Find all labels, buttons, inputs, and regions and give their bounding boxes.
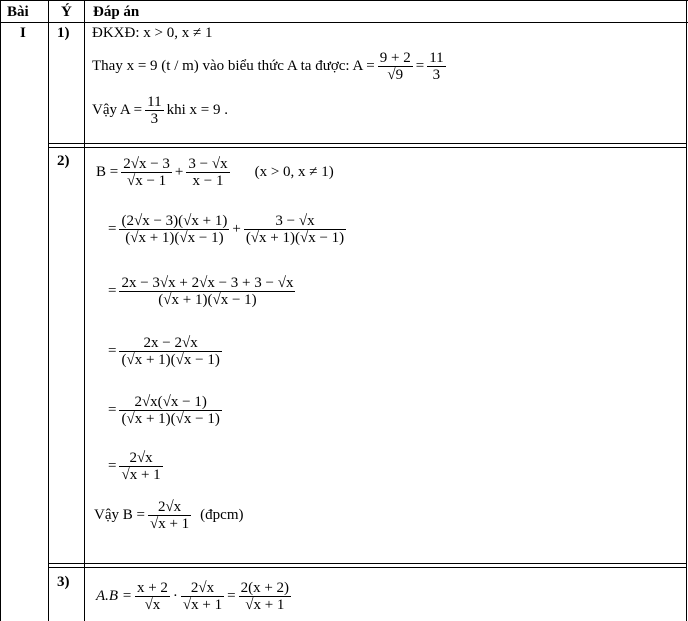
part2-step1-fraction2-numerator: 3 − √x [275, 212, 315, 229]
part2-step2-numerator: 2x − 3√x + 2√x − 3 + 3 − √x [121, 274, 294, 291]
part2-conclusion-numerator: 2√x [157, 498, 182, 515]
part3-label: 3) [57, 574, 70, 590]
part2-conclusion [94, 494, 244, 536]
part1-domain-condition: ĐKXĐ: x > 0, x ≠ 1 [92, 25, 213, 41]
part2-step0-fraction2-numerator: 3 − √x [188, 155, 228, 172]
part1-conclusion-prefix: Vậy A = [92, 101, 143, 118]
part3-fraction2 [181, 580, 224, 613]
part2-step0-lhs: B = [96, 163, 119, 180]
row-divider-2b [48, 567, 687, 568]
part1-substitution-text: Thay x = 9 (t / m) vào biểu thức A ta được: A = [92, 57, 375, 74]
problem-number: I [20, 25, 26, 41]
part2-step5 [108, 446, 163, 486]
part3-lhs: A.B = [96, 587, 132, 604]
part3-fraction1-numerator: x + 2 [136, 579, 168, 596]
table-right-border [686, 0, 687, 621]
table-top-border [0, 0, 688, 1]
part1-fraction-a-numerator: 9 + 2 [379, 49, 411, 66]
part2-step1-fraction2-denominator: (√x + 1)(√x − 1) [245, 229, 345, 246]
plus-sign: + [232, 220, 241, 237]
equals-sign: = [108, 342, 117, 359]
part3-fraction3-denominator: √x + 1 [239, 596, 291, 613]
part2-conclusion-denominator: √x + 1 [149, 515, 190, 532]
part2-step1-fraction1 [119, 213, 229, 246]
part3-fraction2-numerator: 2√x [190, 579, 215, 596]
header-bottom-border [0, 22, 688, 23]
part3-expression [96, 575, 291, 617]
part2-step4-numerator: 2√x(√x − 1) [134, 393, 207, 410]
part1-conclusion-denominator: 3 [145, 110, 163, 127]
part2-step4-fraction [119, 394, 221, 427]
part3-fraction1-denominator: √x [135, 596, 170, 613]
header-dap-an: Đáp án [93, 4, 140, 20]
part2-step3-fraction [119, 335, 221, 368]
part2-step0 [96, 154, 334, 190]
part2-label: 2) [57, 153, 70, 169]
part2-step2-denominator: (√x + 1)(√x − 1) [119, 291, 295, 308]
part3-fraction3 [239, 580, 291, 613]
row-divider-1 [48, 143, 687, 144]
equals-sign: = [108, 457, 117, 474]
row-divider-2 [48, 563, 687, 564]
plus-sign: + [174, 163, 184, 180]
part2-step5-numerator: 2√x [129, 449, 153, 466]
part2-step5-denominator: √x + 1 [121, 466, 161, 483]
header-y: Ý [61, 4, 72, 20]
part1-conclusion-suffix: khi x = 9 . [166, 101, 228, 118]
row-divider-1b [48, 147, 687, 148]
part2-conclusion-suffix: (đpcm) [200, 506, 244, 523]
part2-conclusion-prefix: Vậy B = [94, 506, 145, 523]
part3-fraction1 [135, 580, 170, 613]
part1-fraction-a [378, 50, 413, 83]
table-left-border [0, 0, 1, 621]
part1-fraction-b [427, 50, 445, 83]
part2-step1 [108, 204, 346, 254]
part2-step0-fraction2-denominator: x − 1 [186, 172, 229, 189]
part2-step2-fraction [119, 275, 295, 308]
part2-conclusion-fraction [148, 499, 191, 532]
part3-fraction2-denominator: √x + 1 [182, 596, 223, 613]
part1-conclusion-line [92, 92, 228, 128]
part2-step0-fraction1-denominator: √x − 1 [121, 172, 172, 189]
part2-step3-denominator: (√x + 1)(√x − 1) [121, 351, 220, 368]
equals-sign: = [108, 282, 117, 299]
part2-step1-fraction1-numerator: (2√x − 3)(√x + 1) [121, 212, 228, 229]
part2-step5-fraction [119, 450, 162, 483]
col-divider-2 [84, 0, 85, 621]
equals-sign: = [415, 57, 425, 74]
part1-substitution-line [92, 48, 446, 84]
part1-conclusion-numerator: 11 [147, 93, 162, 110]
part2-domain-condition: (x > 0, x ≠ 1) [254, 163, 334, 180]
part3-fraction3-numerator: 2(x + 2) [240, 579, 290, 596]
part2-step3-numerator: 2x − 2√x [143, 334, 198, 351]
part2-step1-fraction2 [244, 213, 346, 246]
multiply-dot: · [172, 587, 178, 604]
part2-step4 [108, 384, 222, 436]
equals-sign: = [108, 220, 117, 237]
part2-step2 [108, 266, 295, 316]
part2-step4-denominator: (√x + 1)(√x − 1) [121, 410, 220, 427]
col-divider-1 [48, 0, 49, 621]
part1-fraction-a-denominator: √9 [378, 66, 413, 83]
part2-step3 [108, 326, 222, 376]
part1-fraction-b-denominator: 3 [427, 66, 445, 83]
part2-step0-fraction2 [186, 156, 229, 189]
equals-sign: = [227, 587, 236, 604]
part1-fraction-b-numerator: 11 [429, 49, 444, 66]
part2-step1-fraction1-denominator: (√x + 1)(√x − 1) [119, 229, 229, 246]
part1-label: 1) [57, 25, 70, 41]
part2-step0-fraction1-numerator: 2√x − 3 [123, 155, 170, 172]
part2-step0-fraction1 [121, 156, 172, 189]
header-bai: Bài [7, 4, 29, 20]
part1-conclusion-fraction [145, 94, 163, 127]
equals-sign: = [108, 401, 117, 418]
